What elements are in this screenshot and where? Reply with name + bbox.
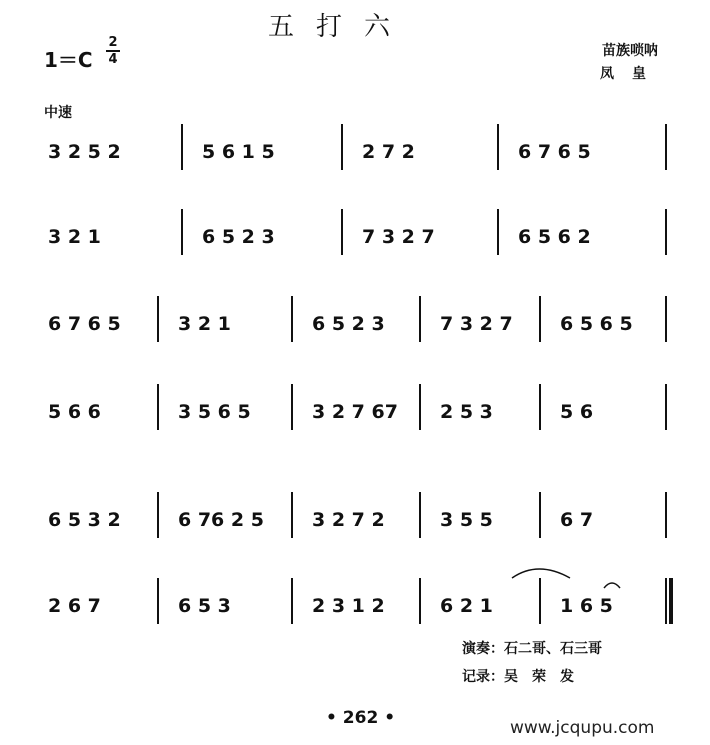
measure-notes: 6 7: [560, 509, 594, 531]
measure-notes: 6 2 1: [440, 595, 493, 617]
measure-notes: 7 3 2 7: [440, 313, 513, 335]
measure-notes: 2 6 7: [48, 595, 101, 617]
measure-notes: 6 7 6 5: [48, 313, 121, 335]
tempo-marking: 中速: [44, 105, 72, 121]
measure-notes: 5 6 1 5: [202, 141, 275, 163]
measure-notes: 6 5 2 3: [202, 226, 275, 248]
measure-notes: 3 2 7 67: [312, 401, 398, 423]
genre-label: 苗族唢呐: [602, 43, 658, 59]
watermark: www.jcqupu.com: [510, 718, 655, 738]
measure-notes: 3 2 7 2: [312, 509, 385, 531]
recorder-credit: 记录：吴 荣 发: [462, 669, 574, 685]
fermata: [604, 583, 620, 588]
measure-notes: 7 3 2 7: [362, 226, 435, 248]
time-signature-top: 2: [108, 35, 118, 50]
performers-credit: 演奏：石二哥、石三哥: [462, 641, 602, 657]
measure-notes: 3 2 1: [48, 226, 101, 248]
measure-notes: 6 5 2 3: [312, 313, 385, 335]
measure-notes: 2 7 2: [362, 141, 415, 163]
measure-notes: 3 5 6 5: [178, 401, 251, 423]
measure-notes: 1 6 5: [560, 595, 613, 617]
measure-notes: 2 3 1 2: [312, 595, 385, 617]
measure-notes: 3 2 1: [178, 313, 231, 335]
measure-notes: 6 5 3 2: [48, 509, 121, 531]
measure-notes: 6 5 6 2: [518, 226, 591, 248]
time-signature-bottom: 4: [108, 52, 118, 67]
place-label: 凤皇: [600, 66, 664, 82]
song-title: 五打六: [268, 12, 413, 42]
measure-notes: 6 76 2 5: [178, 509, 264, 531]
measure-notes: 5 6 6: [48, 401, 101, 423]
measure-notes: 6 7 6 5: [518, 141, 591, 163]
measure-notes: 3 2 5 2: [48, 141, 121, 163]
measure-notes: 2 5 3: [440, 401, 493, 423]
slur: [512, 569, 570, 578]
key-signature: 1＝C: [44, 48, 93, 72]
measure-notes: 5 6: [560, 401, 594, 423]
measure-notes: 6 5 6 5: [560, 313, 633, 335]
page-number: • 262 •: [326, 708, 396, 728]
measure-notes: 3 5 5: [440, 509, 493, 531]
measure-notes: 6 5 3: [178, 595, 231, 617]
